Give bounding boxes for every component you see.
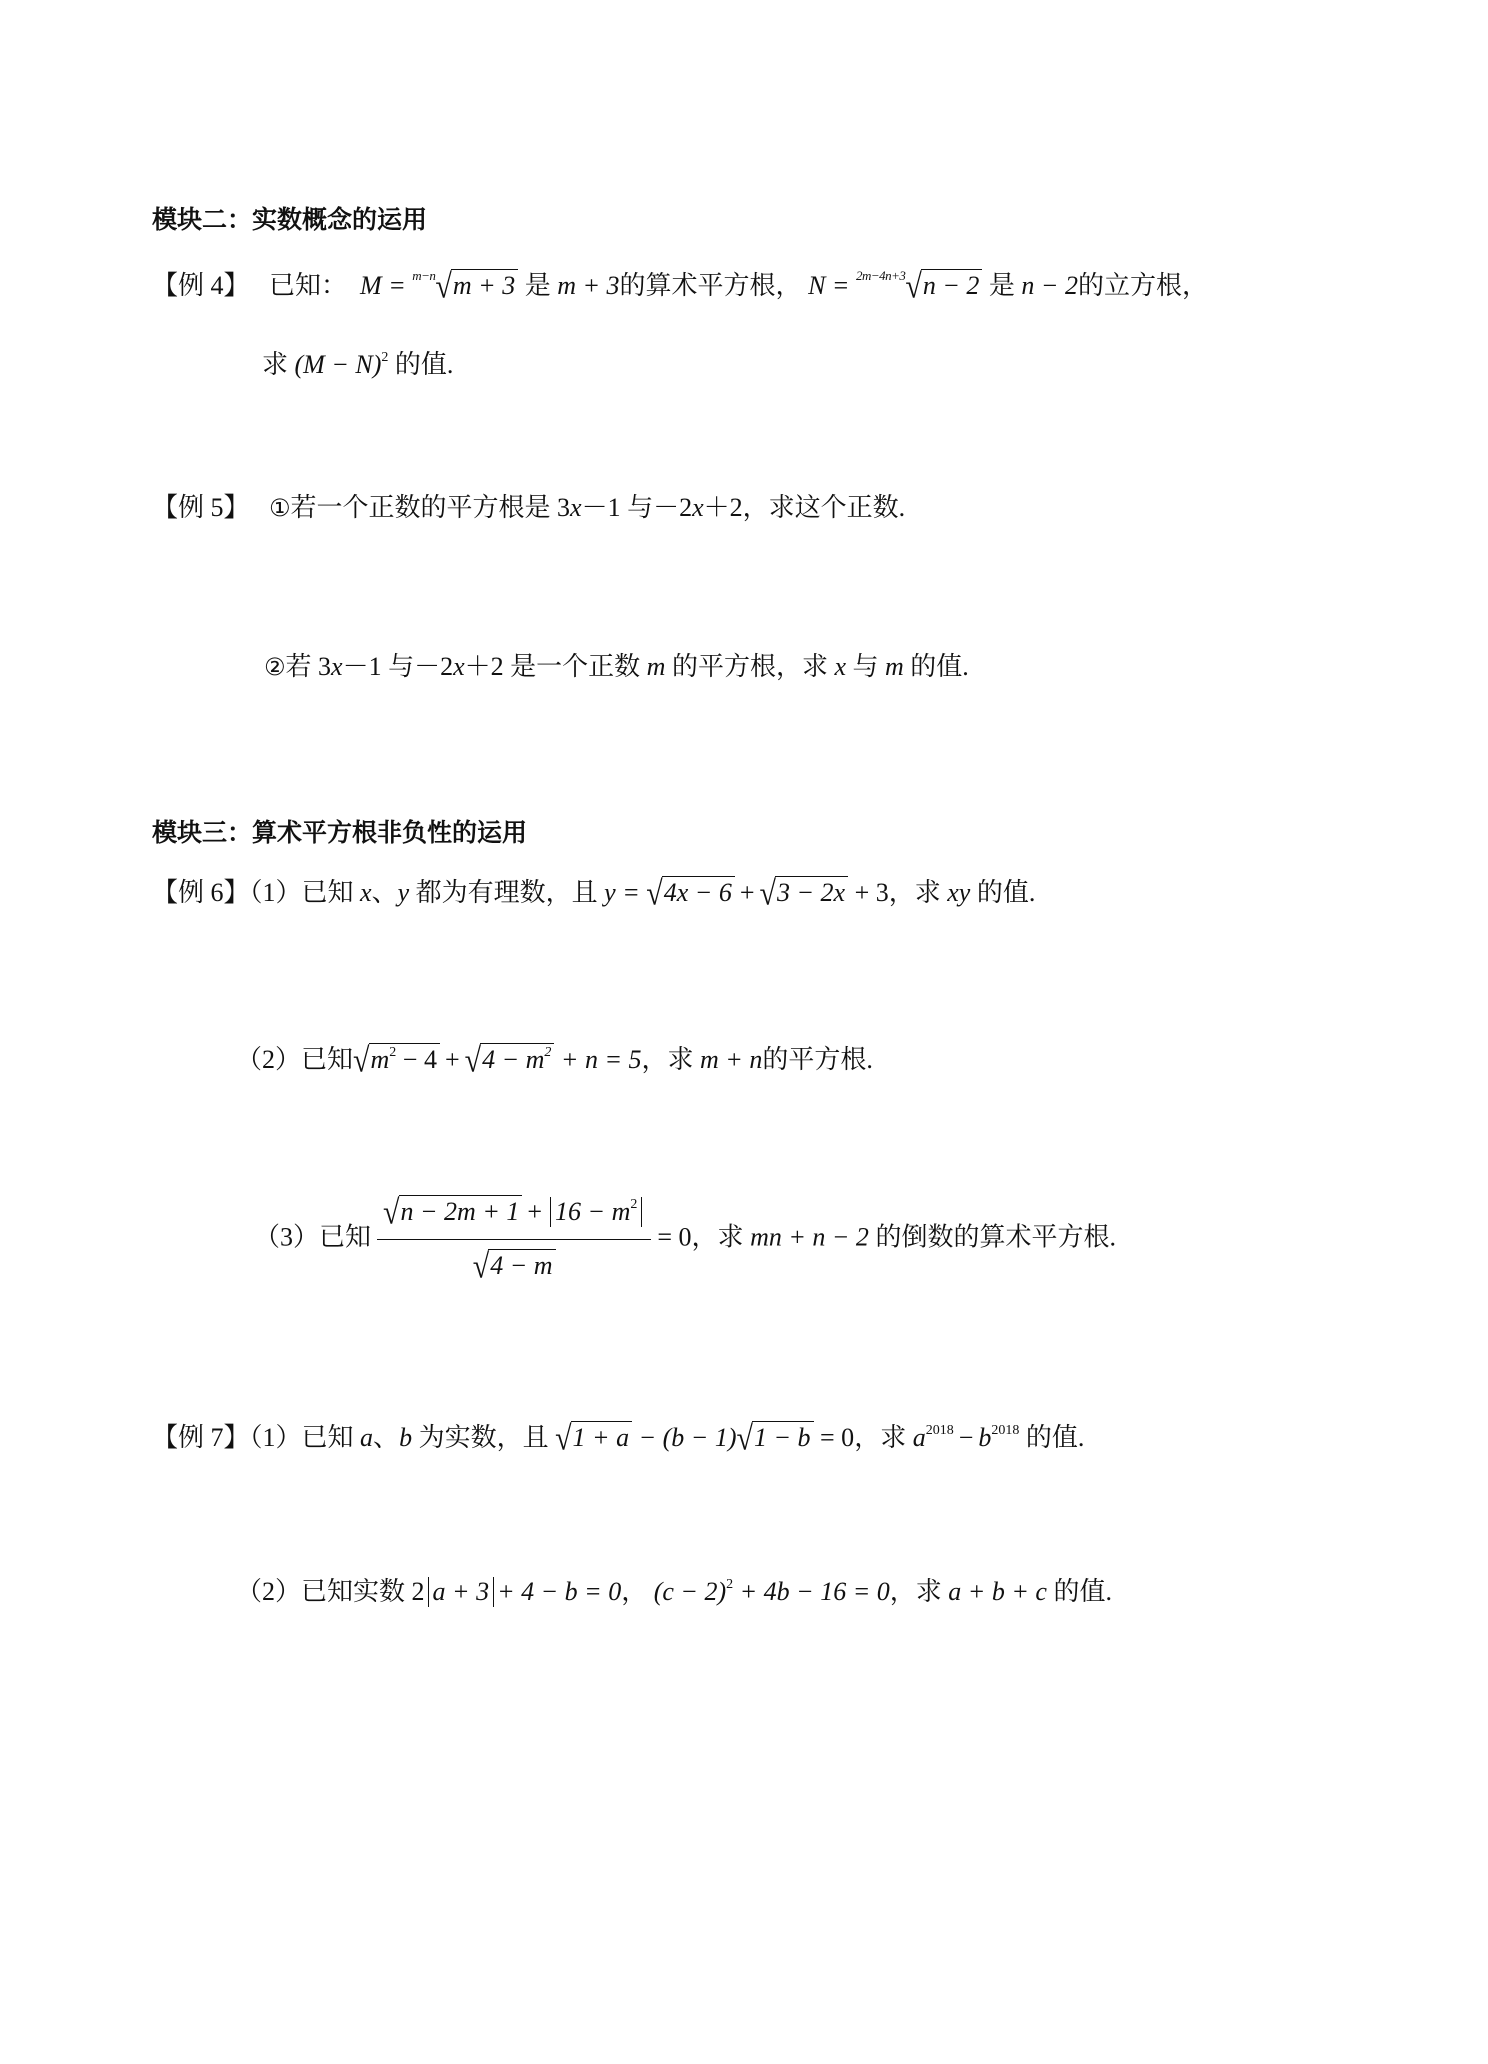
ex5-l2-text-5: 与	[852, 652, 879, 681]
ex4-M-radicand: m + 3	[451, 269, 518, 302]
ex5-l2-text-4: 的平方根，求	[671, 652, 828, 681]
ex6-p3-abs	[550, 1197, 642, 1227]
ex7-p1-b: b	[399, 1423, 413, 1452]
ex4-n-minus-2: n − 2	[1021, 271, 1078, 300]
ex5-l2-x-3: x	[834, 652, 846, 681]
ex7-p2-num: （2）	[236, 1577, 302, 1606]
ex5-l1-text-3: ＋2，求这个正数.	[703, 493, 906, 522]
ex7-p1-b2018: b	[978, 1423, 992, 1452]
example-7-label: 【例 7】	[152, 1423, 250, 1452]
ex6-p1-root-1: √4x − 6	[646, 873, 735, 914]
ex4-exponent: 2	[381, 350, 389, 365]
example-4-line-2	[262, 345, 453, 385]
ex6-p3-num: （3）	[254, 1222, 320, 1252]
ex6-p2-text-2: ，求	[641, 1045, 694, 1074]
ex5-l1-x-2: x	[692, 493, 704, 522]
ex5-l2-x-2: x	[453, 652, 465, 681]
ex6-p1-text-4: ，求	[888, 878, 941, 907]
ex7-p1-num: （1）	[249, 1423, 302, 1452]
ex6-p1-num: （1）	[249, 878, 302, 907]
ex6-p3-exp: 2	[630, 1197, 638, 1212]
ex5-circled-2: ②	[264, 653, 286, 681]
ex6-p2-num: （2）	[236, 1045, 302, 1074]
ex4-text-find: 求	[262, 350, 289, 379]
ex6-p2-exp-2: 2	[544, 1045, 552, 1060]
ex4-N-root: $^{2m-4n+3}$√n − 2	[856, 266, 982, 307]
ex6-p3-text-1: 已知	[319, 1222, 372, 1252]
ex5-l1-x: x	[570, 493, 582, 522]
ex7-p1-text-5: 的值.	[1025, 1423, 1085, 1452]
ex6-p1-text-3: 都为有理数，且	[415, 878, 598, 907]
ex5-l2-m-2: m	[885, 652, 904, 681]
ex5-l2-text-6: 的值.	[910, 652, 969, 681]
example-5-line-2	[264, 647, 969, 687]
ex6-p3-16-minus-m: 16 − m	[555, 1197, 631, 1226]
example-5-label: 【例 5】	[152, 493, 250, 522]
ex4-N-radicand: n − 2	[921, 269, 983, 302]
ex5-l2-text-2: －1 与－2	[342, 652, 454, 681]
example-6-label: 【例 6】	[152, 878, 250, 907]
ex7-p2-c-minus-2: (c − 2)	[653, 1577, 727, 1606]
ex7-p1-radicand-1: 1 + a	[571, 1421, 633, 1454]
ex6-p1-radicand-2: 3 − 2x	[775, 876, 848, 909]
ex6-p3-eq0: = 0	[657, 1222, 692, 1252]
ex7-p2-two: 2	[411, 1577, 425, 1606]
ex7-p1-eq0: = 0	[820, 1423, 855, 1452]
ex7-p1-a: a	[360, 1423, 374, 1452]
ex6-p2-text-1: 已知	[301, 1045, 354, 1074]
ex7-p1-radicand-2: 1 − b	[752, 1421, 814, 1454]
ex6-p2-root-1: $√m^2 - 4$	[353, 1040, 440, 1081]
example-6-part-2	[236, 1040, 873, 1081]
ex7-p2-plus4-minus-b: + 4 − b = 0	[497, 1577, 622, 1606]
example-4-label: 【例 4】	[152, 271, 250, 300]
ex4-M-eq: M =	[360, 271, 413, 300]
ex4-N-root-index: 2m−4n+3	[855, 268, 906, 283]
ex4-M-root-index: m−n	[412, 268, 436, 283]
ex4-text-arith-root: 的算术平方根，	[619, 271, 802, 300]
ex7-p2-text-4: 的值.	[1053, 1577, 1112, 1606]
ex5-l1-text-2: －1 与－2	[581, 493, 693, 522]
ex6-p1-root-2: √3 − 2x	[760, 873, 849, 914]
ex6-p1-text-2: 、	[371, 878, 398, 907]
ex4-M-root: $^{m-n}$√m + 3	[412, 266, 518, 307]
ex7-p2-abs	[428, 1577, 495, 1607]
ex4-M-minus-N: (M − N)	[294, 350, 382, 379]
ex5-circled-1: ①	[269, 494, 291, 522]
example-6-part-3	[254, 1192, 1116, 1287]
ex6-p2-m-plus-n: m + n	[700, 1045, 763, 1074]
module2-heading: 模块二：实数概念的运用	[152, 205, 428, 234]
ex7-p1-exp-a: 2018	[925, 1423, 954, 1438]
ex6-p1-x: x	[360, 878, 372, 907]
ex6-p3-plus: +	[527, 1197, 543, 1226]
ex7-p1-text-4: ，求	[854, 1423, 907, 1452]
ex7-p1-minus: −	[958, 1423, 974, 1452]
ex6-p3-num-root: √n − 2m + 1	[383, 1192, 522, 1233]
ex6-p1-y-eq: y =	[604, 878, 647, 907]
ex6-p1-text-1: 已知	[301, 878, 354, 907]
ex7-p2-exp: 2	[726, 1577, 734, 1592]
ex6-p2-exp: 2	[389, 1045, 397, 1060]
ex7-p2-a-plus-3: a + 3	[432, 1577, 490, 1606]
ex5-l1-text-1: 若一个正数的平方根是 3	[290, 493, 571, 522]
ex5-l2-x: x	[331, 652, 343, 681]
ex6-p3-text-3: 的倒数的算术平方根.	[875, 1222, 1116, 1252]
ex7-p1-a2018: a	[912, 1423, 926, 1452]
ex7-p2-text-2: ，	[621, 1577, 648, 1606]
ex7-p1-text-3: 为实数，且	[418, 1423, 549, 1452]
ex7-p1-root-2: √1 − b	[737, 1418, 814, 1459]
ex7-p2-text-1: 已知实数	[301, 1577, 406, 1606]
ex7-p2-text-3: ，求	[889, 1577, 942, 1606]
ex6-p1-radicand-1: 4x − 6	[662, 876, 735, 909]
ex5-l2-text-3: ＋2 是一个正数	[464, 652, 641, 681]
ex7-p2-abc: a + b + c	[948, 1577, 1047, 1606]
example-5-line-1	[152, 488, 905, 528]
ex6-p2-m: m	[370, 1045, 390, 1074]
ex6-p2-text-3: 的平方根.	[762, 1045, 873, 1074]
ex6-p2-plus: +	[444, 1045, 460, 1074]
ex6-p1-text-5: 的值.	[976, 878, 1036, 907]
ex6-p2-plus-n-eq5: + n = 5	[560, 1045, 642, 1074]
ex6-p3-denominator	[377, 1240, 651, 1287]
ex6-p3-den-radicand: 4 − m	[488, 1249, 555, 1282]
example-4-line-1	[152, 266, 1208, 307]
ex6-p1-plus: +	[739, 878, 755, 907]
ex6-p3-fraction	[377, 1192, 651, 1287]
ex6-p2-root-2: $√4 - m^2$	[465, 1040, 555, 1081]
ex7-p1-text-2: 、	[373, 1423, 400, 1452]
ex6-p3-num-radicand: n − 2m + 1	[399, 1195, 523, 1228]
example-7-part-1	[152, 1418, 1084, 1459]
example-7-part-2	[236, 1572, 1112, 1612]
ex4-text-value: 的值.	[394, 350, 454, 379]
ex4-text-is: 是	[524, 271, 551, 300]
ex6-p3-text-2: ，求	[691, 1222, 744, 1252]
ex6-p3-den-root: √4 − m	[473, 1246, 556, 1287]
ex6-p1-xy: xy	[947, 878, 971, 907]
ex5-l2-text-1: 若 3	[285, 652, 332, 681]
ex4-text-is-2: 是	[988, 271, 1015, 300]
ex7-p1-b-minus-1: − (b − 1)	[638, 1423, 737, 1452]
ex7-p1-text-1: 已知	[301, 1423, 354, 1452]
ex6-p1-plus-3: + 3	[854, 878, 889, 907]
ex4-text-cube-root: 的立方根，	[1077, 271, 1208, 300]
ex4-N-eq: N =	[808, 271, 856, 300]
module3-heading: 模块三：算术平方根非负性的运用	[152, 818, 528, 847]
example-6-part-1	[152, 873, 1035, 914]
ex6-p3-mn-expr: mn + n − 2	[750, 1222, 869, 1252]
ex6-p2-4-minus-m: 4 − m	[482, 1045, 545, 1074]
ex6-p2-radicand-1	[369, 1043, 440, 1076]
ex6-p2-minus4: − 4	[402, 1045, 437, 1074]
ex4-m-plus-3: m + 3	[557, 271, 620, 300]
ex6-p2-radicand-2	[480, 1043, 554, 1076]
ex7-p1-exp-b: 2018	[991, 1423, 1020, 1438]
ex7-p2-plus4b: + 4b − 16 = 0	[739, 1577, 890, 1606]
ex6-p3-numerator	[377, 1192, 651, 1240]
ex4-text-known: 已知：	[269, 271, 348, 300]
ex6-p1-y: y	[397, 878, 410, 907]
ex5-l2-m: m	[646, 652, 666, 681]
ex7-p1-root-1: √1 + a	[555, 1418, 632, 1459]
